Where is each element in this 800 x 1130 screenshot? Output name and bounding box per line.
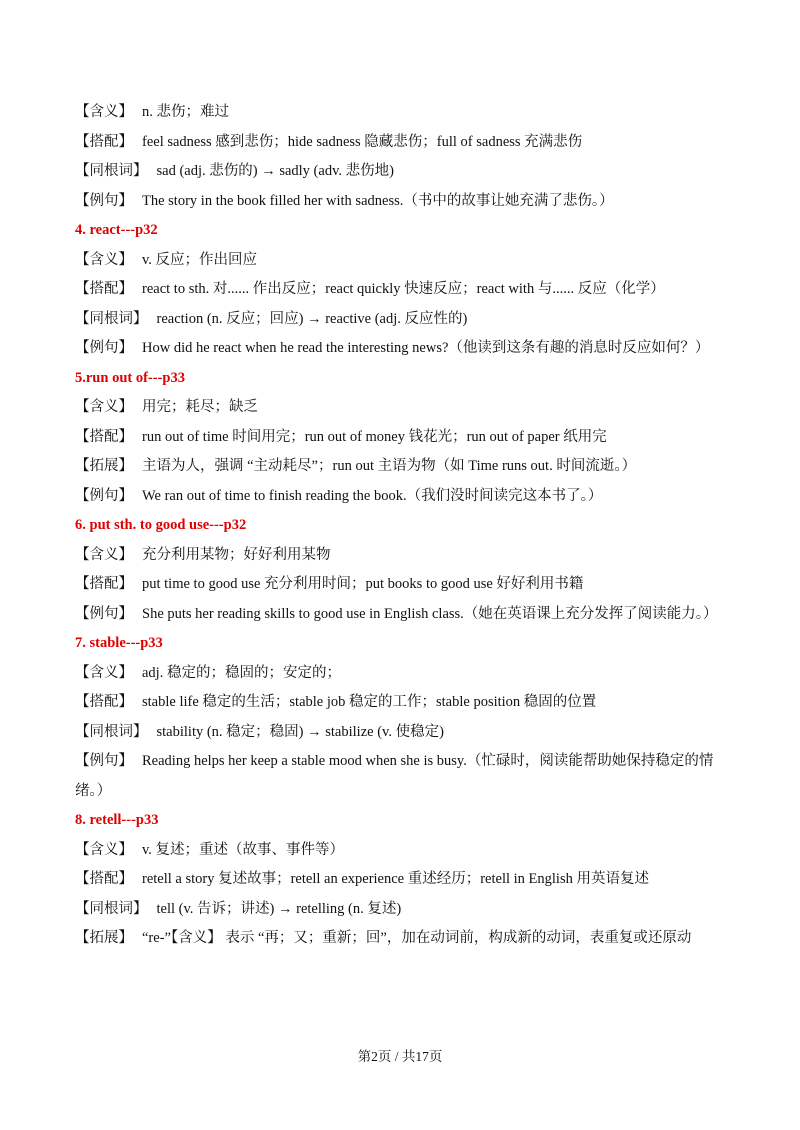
entry-text: stability (n. 稳定；稳固) → stabilize (v. 使稳定)	[156, 723, 444, 740]
entry-tag: 【含义】	[75, 399, 133, 415]
entry-line	[75, 98, 725, 128]
entry-line	[75, 570, 725, 600]
entry-tag: 【例句】	[75, 340, 133, 356]
entry-line	[75, 718, 725, 748]
entry-tag: 【含义】	[75, 546, 133, 563]
entry-text: put time to good use 充分利用时间；put books to good use 好好利用书籍	[142, 576, 584, 592]
section-heading: 4. react---p32	[75, 222, 158, 238]
entry-tag: 【同根词】	[75, 900, 148, 917]
entry-text: Reading helps her keep a stable mood when she is busy.（忙碌时，阅读能帮助她保持稳定的情绪。）	[75, 753, 714, 799]
entry-text: feel sadness 感到悲伤；hide sadness 隐藏悲伤；full of sadness 充满悲伤	[142, 133, 583, 150]
entry-line	[75, 423, 725, 453]
entry-text: tell (v. 告诉；讲述) → retelling (n. 复述)	[156, 900, 402, 917]
entry-line	[75, 393, 725, 423]
section-heading: 8. retell---p33	[75, 812, 159, 828]
entry-line	[75, 895, 725, 925]
entry-tag: 【例句】	[75, 487, 133, 504]
entry-tag: 【搭配】	[75, 428, 133, 445]
entry-line	[75, 659, 725, 689]
entry-line	[75, 187, 725, 217]
entry-text: 充分利用某物；好好利用某物	[142, 546, 331, 563]
entry-tag: 【同根词】	[75, 723, 148, 740]
entry-text: She puts her reading skills to good use in English class.（她在英语课上充分发挥了阅读能力。）	[142, 605, 718, 622]
entry-tag: 【搭配】	[75, 694, 133, 710]
entry-tag: 【拓展】	[75, 930, 133, 946]
entry-text: 主语为人，强调 “主动耗尽”；run out 主语为物（如 Time runs out. 时间流逝。）	[142, 458, 637, 474]
entry-tag: 【同根词】	[75, 310, 148, 327]
entry-tag: 【含义】	[75, 841, 133, 858]
entry-tag: 【含义】	[75, 664, 133, 681]
entry-text: The story in the book filled her with sadness.（书中的故事让她充满了悲伤。）	[142, 192, 614, 209]
entry-text: “re-”【含义】 表示 “再；又；重新；回”，加在动词前，构成新的动词，表重复或还原动	[142, 930, 692, 946]
entry-line	[75, 334, 725, 364]
document-body	[75, 98, 725, 954]
entry-tag: 【搭配】	[75, 281, 133, 297]
entry-tag: 【例句】	[75, 753, 133, 769]
entry-line	[75, 128, 725, 158]
entry-tag: 【同根词】	[75, 163, 148, 179]
entry-line	[75, 452, 725, 482]
entry-line	[75, 482, 725, 512]
entry-tag: 【搭配】	[75, 133, 133, 150]
entry-tag: 【含义】	[75, 104, 133, 120]
entry-line	[75, 541, 725, 571]
entry-tag: 【含义】	[75, 251, 133, 268]
entry-text: stable life 稳定的生活；stable job 稳定的工作；stable position 稳固的位置	[142, 694, 597, 710]
entry-text: adj. 稳定的；稳固的；安定的；	[142, 664, 341, 681]
entry-text: run out of time 时间用完；run out of money 钱花光；run out of paper 纸用完	[142, 428, 607, 445]
section-heading: 6. put sth. to good use---p32	[75, 517, 247, 533]
entry-tag: 【搭配】	[75, 576, 133, 592]
entry-text: 用完；耗尽；缺乏	[142, 399, 258, 415]
entry-text: v. 反应；作出回应	[142, 251, 258, 268]
entry-line	[75, 600, 725, 630]
entry-line	[75, 246, 725, 276]
entry-text: n. 悲伤；难过	[142, 104, 229, 120]
entry-text: How did he react when he read the interesting news?（他读到这条有趣的消息时反应如何？）	[142, 340, 710, 356]
entry-line	[75, 688, 725, 718]
page-footer: 第2页 / 共17页	[357, 1049, 443, 1064]
entry-line	[75, 865, 725, 895]
entry-text: react to sth. 对...... 作出反应；react quickly 快速反应；react with 与...... 反应（化学）	[142, 281, 665, 297]
entry-text: retell a story 复述故事；retell an experience 重述经历；retell in English 用英语复述	[142, 871, 649, 887]
entry-line	[75, 924, 725, 954]
entry-tag: 【例句】	[75, 605, 133, 622]
entry-text: reaction (n. 反应；回应) → reactive (adj. 反应性的)	[156, 310, 468, 327]
entry-tag: 【例句】	[75, 192, 133, 209]
entry-text: sad (adj. 悲伤的) → sadly (adv. 悲伤地)	[156, 163, 394, 179]
entry-text: v. 复述；重述（故事、事件等）	[142, 841, 345, 858]
section-heading: 7. stable---p33	[75, 635, 163, 651]
entry-text: We ran out of time to finish reading the book.（我们没时间读完这本书了。）	[142, 487, 603, 504]
entry-line	[75, 747, 725, 806]
entry-line	[75, 275, 725, 305]
entry-line	[75, 157, 725, 187]
entry-line	[75, 305, 725, 335]
entry-line	[75, 836, 725, 866]
entry-tag: 【拓展】	[75, 458, 133, 474]
entry-tag: 【搭配】	[75, 871, 133, 887]
section-heading: 5.run out of---p33	[75, 369, 185, 386]
